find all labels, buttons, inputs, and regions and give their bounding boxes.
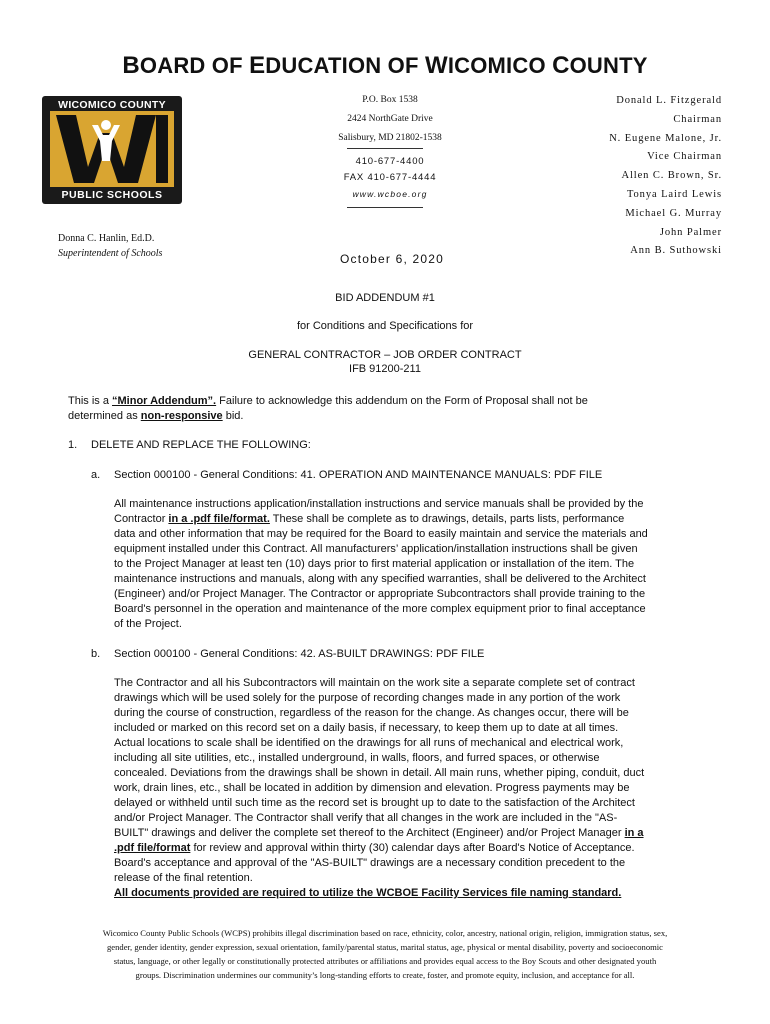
logo-emblem [50,111,174,187]
nondiscrimination-footer: Wicomico County Public Schools (WCPS) prohibits illegal discrimination based on race, ethnicity, color, ancestry, national origin, religion, immigration status, sex, gender, gender identity, gender expression, sexual orientation, family/parental status, marital status, age, physical or mental disability, poverty and socioeconomic status, language, or other legally or constitutionally protected attributes or affiliations and provides equal access to the Boy Scouts and other designated youth groups. Discrimination undermines our community’s long-standing efforts to create, foster, and promote equity, inclusion, and acceptance for all. [102,928,668,980]
superintendent: Donna C. Hanlin, Ed.D. Superintendent of Schools [58,233,163,259]
contact-info [310,154,470,202]
section-letter: a. [91,469,101,481]
section-letter: b. [91,648,101,660]
intro-paragraph: This is a “Minor Addendum”. Failure to acknowledge this addendum on the Form of Proposal shall not be determined as non-responsive bid. [68,395,588,422]
letter-date: October 6, 2020 [340,252,445,266]
addendum-title: BID ADDENDUM #1 [335,292,435,304]
divider [347,207,423,208]
item-number: 1. [68,439,78,451]
district-logo [42,96,182,204]
item-heading: DELETE AND REPLACE THE FOLLOWING: [91,439,311,451]
website-link[interactable]: www.wcboe.org [352,189,428,199]
page-title: BOARD OF EDUCATION OF WICOMICO COUNTY [122,52,648,79]
board-members: Donald L. Fitzgerald Chairman N. Eugene Malone, Jr. Vice Chairman Allen C. Brown, Sr. Tonya Laird Lewis Michael G. Murray John Palmer Ann B. Suthowski [609,95,722,257]
section-b-body: The Contractor and all his Subcontractors will maintain on the work site a separate complete set of contract drawings which will be used solely for the purpose of recording changes made in any portion of the work during the course of construction, regardless of the reason for the change. As changes occur, there will be included or marked on this record set on a daily basis, if necessary, to keep them up to date at all times. Actual locations to scale shall be identified on the drawings for all runs of mechanical and electrical work, including all site utilities, etc., installed underground, in walls, floors, and furred spaces, or otherwise concealed. Deviations from the drawings shall be shown in detail. All main runs, whether piping, conduit, duct work, drain lines, etc., shall be located in addition by dimension and elevation. Progress payments may be delayed or withheld until such time as the record set is brought up to date to the satisfaction of the Architect and/or Project Manager. The Contractor shall verify that all changes in the work are included in the "AS- BUILT" drawings and deliver the complete set thereof to the Architect (Engineer) and/or Project Manager in a .pdf file/format for review and approval within thirty (30) calendar days after Board's Notice of Acceptance. Board's acceptance and approval of the "AS-BUILT" drawings are a necessary condition precedent to the release of the final retention. All documents provided are required to utilize the WCBOE Facility Services file naming standard. [114,676,734,901]
fax-number: FAX 410-677-4444 [343,172,437,183]
ifb-number: IFB 91200-211 [349,363,421,375]
divider [347,148,423,149]
logo-bottom-text: PUBLIC SCHOOLS [61,189,163,201]
project-name: GENERAL CONTRACTOR – JOB ORDER CONTRACT [248,349,522,361]
phone-number: 410-677-4400 [355,156,425,167]
naming-standard-note: All documents provided are required to utilize the WCBOE Facility Services file naming standard. [114,887,622,899]
section-a-body: All maintenance instructions application/installation instructions and service manuals shall be provided by the Contractor in a .pdf file/format. These shall be complete as to drawings, details, parts lists, performance data and other information that may be required for the Board to easily maintain and service the materials and equipment installed under this Contract. All manufacturers’ application/installation instructions shall be given to the Project Manager at least ten (10) days prior to first material application or installation of the item. The maintenance instructions and manuals, along with any specified warranties, shall be delivered to the Architect (Engineer) and/or Project Manager. The Contractor or appropriate Subcontractors shall provide training to the Board's personnel in the operation and maintenance of the more complex equipment prior to final acceptance of the Project. [114,498,648,630]
logo-top-text: WICOMICO COUNTY [58,99,166,111]
section-a-heading: Section 000100 - General Conditions: 41. OPERATION AND MAINTENANCE MANUALS: PDF FILE [114,469,603,481]
addendum-subtitle: for Conditions and Specifications for [296,320,474,332]
mailing-address: P.O. Box 1538 2424 NorthGate Drive Salisbury, MD 21802-1538 [338,95,442,143]
section-b-heading: Section 000100 - General Conditions: 42. AS-BUILT DRAWINGS: PDF FILE [114,648,485,660]
